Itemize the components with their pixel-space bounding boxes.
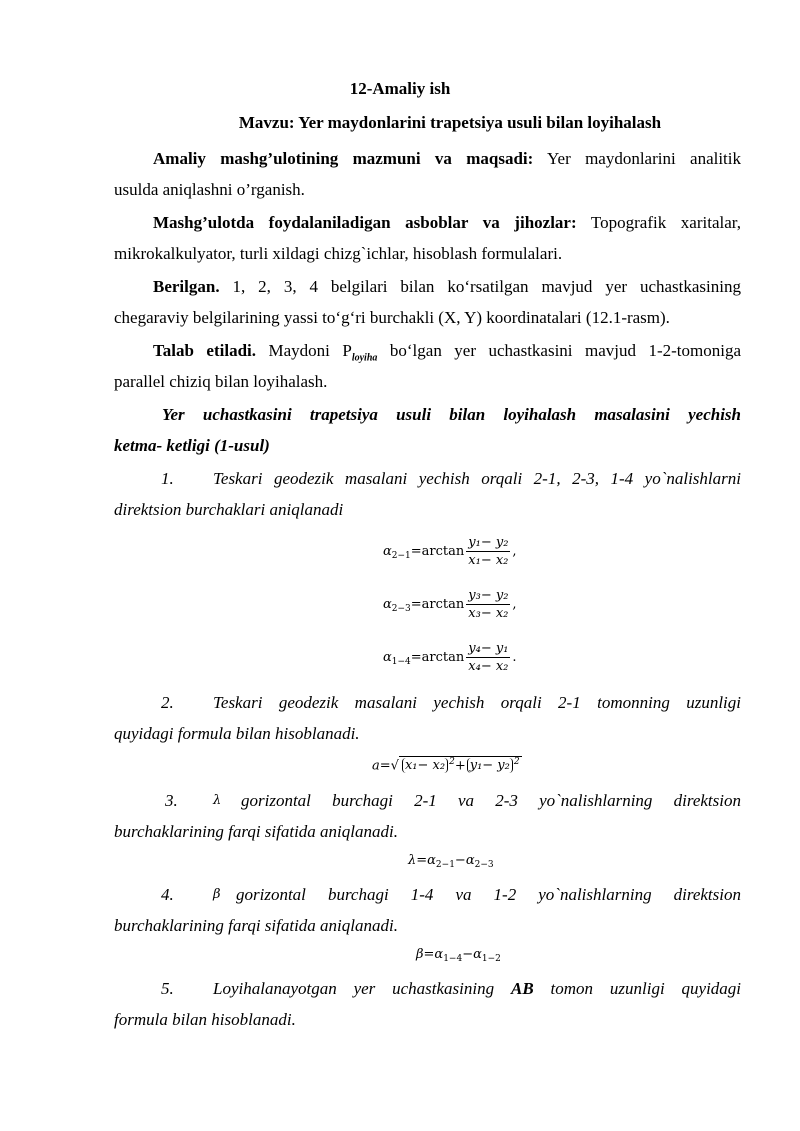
alpha-subscript: 2−1	[435, 860, 455, 870]
alpha-subscript: 2−3	[391, 604, 411, 614]
required-text-a: Maydoni P	[256, 341, 352, 360]
item-4-line-1: gorizontal burchagi 1-4 va 1-2 yo`nalishlarning direktsion	[236, 885, 741, 904]
alpha-symbol: α	[383, 650, 392, 665]
fraction	[466, 534, 510, 569]
alpha-subscript: 1−4	[391, 657, 411, 667]
formula-beta	[416, 947, 501, 964]
alpha-subscript: 1−2	[481, 954, 501, 964]
beta-symbol: β	[213, 887, 221, 902]
page-title: 12-Amaliy ish	[349, 79, 451, 98]
purpose-line-2: usulda aniqlashni o’rganish.	[114, 180, 305, 199]
arctan-label: =arctan	[410, 544, 465, 559]
alpha-symbol: α	[427, 853, 436, 868]
item-1-number: 1.	[161, 469, 174, 488]
item-3-line-1: gorizontal burchagi 2-1 va 2-3 yo`nalishlarning direktsion	[241, 791, 741, 810]
topic-heading: Mavzu: Yer maydonlarini trapetsiya usuli bilan loyihalash	[238, 113, 662, 132]
sqrt-sign: √	[390, 758, 399, 774]
item-5-ab: AB	[510, 979, 534, 998]
item-5-text-a: Loyihalanayotgan yer uchastkasining	[213, 979, 495, 998]
exponent: 2	[449, 757, 455, 767]
formula-end: ,	[512, 544, 517, 559]
given-line-2: chegaraviy belgilarining yassi to‘g‘ri burchakli (X, Y) koordinatalari (12.1-rasm).	[114, 308, 670, 327]
fraction-denominator: x₁− x₂	[468, 553, 509, 568]
given-line-1	[153, 276, 741, 298]
item-5-line-1	[213, 978, 741, 1000]
lambda-lhs: λ=	[408, 853, 428, 868]
arctan-label: =arctan	[410, 597, 465, 612]
formula-alpha-1-4	[383, 640, 517, 675]
plus-sign: +	[454, 758, 466, 774]
alpha-symbol: α	[383, 597, 392, 612]
alpha-symbol: α	[383, 544, 392, 559]
distance-lhs: a=	[372, 758, 391, 774]
required-subscript: loyiha	[351, 352, 378, 364]
item-5-line-2: formula bilan hisoblanadi.	[114, 1010, 296, 1029]
alpha-subscript: 2−1	[391, 551, 411, 561]
formula-distance	[372, 756, 522, 773]
purpose-text: Yer maydonlarini analitik	[533, 149, 742, 168]
item-4-number: 4.	[161, 885, 174, 904]
beta-lhs: β=	[416, 947, 435, 962]
fraction-numerator: y₁− y₂	[468, 535, 509, 550]
formula-end: .	[512, 650, 517, 665]
fraction-denominator: x₄− x₂	[468, 659, 509, 674]
tools-line-1	[153, 212, 741, 234]
arctan-label: =arctan	[410, 650, 465, 665]
item-5-number: 5.	[161, 979, 174, 998]
method-heading-line-2: ketma- ketligi (1-usul)	[114, 436, 270, 455]
required-label: Talab etiladi.	[153, 341, 257, 360]
fraction	[466, 587, 510, 622]
formula-end: ,	[512, 597, 517, 612]
method-heading-line-1: Yer uchastkasini trapetsiya usuli bilan loyihalash masalasini yechish	[162, 405, 741, 424]
required-line-2: parallel chiziq bilan loyihalash.	[114, 372, 328, 391]
term-y: y₁− y₂	[467, 758, 513, 773]
tools-text: Topografik xaritalar,	[576, 213, 741, 232]
formula-alpha-2-3	[383, 587, 517, 622]
formula-lambda	[408, 853, 494, 870]
tools-line-2: mikrokalkulyator, turli xildagi chizg`ichlar, hisoblash formulalari.	[114, 244, 563, 263]
given-label: Berilgan.	[153, 277, 220, 296]
purpose-label: Amaliy mashg’ulotining mazmuni va maqsadi:	[153, 149, 534, 168]
required-line-1	[153, 340, 741, 369]
fraction	[466, 640, 510, 675]
item-2-number: 2.	[161, 693, 174, 712]
item-4-line-2: burchaklarining farqi sifatida aniqlanadi.	[114, 916, 398, 935]
alpha-subscript: 2−3	[474, 860, 494, 870]
sqrt-body	[399, 756, 522, 773]
item-3-number: 3.	[165, 791, 178, 810]
item-1-line-2: direktsion burchaklari aniqlanadi	[114, 500, 344, 519]
minus-sign: −	[462, 947, 474, 962]
alpha-symbol: α	[465, 853, 475, 868]
alpha-subscript: 1−4	[443, 954, 463, 964]
fraction-numerator: y₄− y₁	[468, 641, 509, 656]
formula-alpha-2-1	[383, 534, 517, 569]
item-1-line-1: Teskari geodezik masalani yechish orqali 2-1, 2-3, 1-4 yo`nalishlarni	[213, 469, 741, 488]
minus-sign: −	[454, 853, 466, 868]
fraction-denominator: x₃− x₂	[468, 606, 509, 621]
item-2-line-1: Teskari geodezik masalani yechish orqali 2-1 tomonning uzunligi	[213, 693, 741, 712]
exponent: 2	[513, 757, 520, 767]
term-x: x₁− x₂	[402, 758, 448, 773]
required-text-b: bo‘lgan yer uchastkasini mavjud 1-2-tomoniga	[377, 341, 742, 360]
purpose-line-1	[153, 148, 741, 170]
alpha-symbol: α	[473, 947, 482, 962]
item-2-line-2: quyidagi formula bilan hisoblanadi.	[114, 724, 360, 743]
alpha-symbol: α	[434, 947, 444, 962]
tools-label: Mashg’ulotda foydalaniladigan asboblar va jihozlar:	[153, 213, 577, 232]
item-3-line-2: burchaklarining farqi sifatida aniqlanadi.	[114, 822, 398, 841]
fraction-numerator: y₃− y₂	[468, 588, 509, 603]
given-text: 1, 2, 3, 4 belgilari bilan ko‘rsatilgan mavjud yer uchastkasining	[219, 277, 741, 296]
lambda-symbol: λ	[213, 793, 222, 808]
item-5-text-c: tomon uzunligi quyidagi	[550, 979, 742, 998]
